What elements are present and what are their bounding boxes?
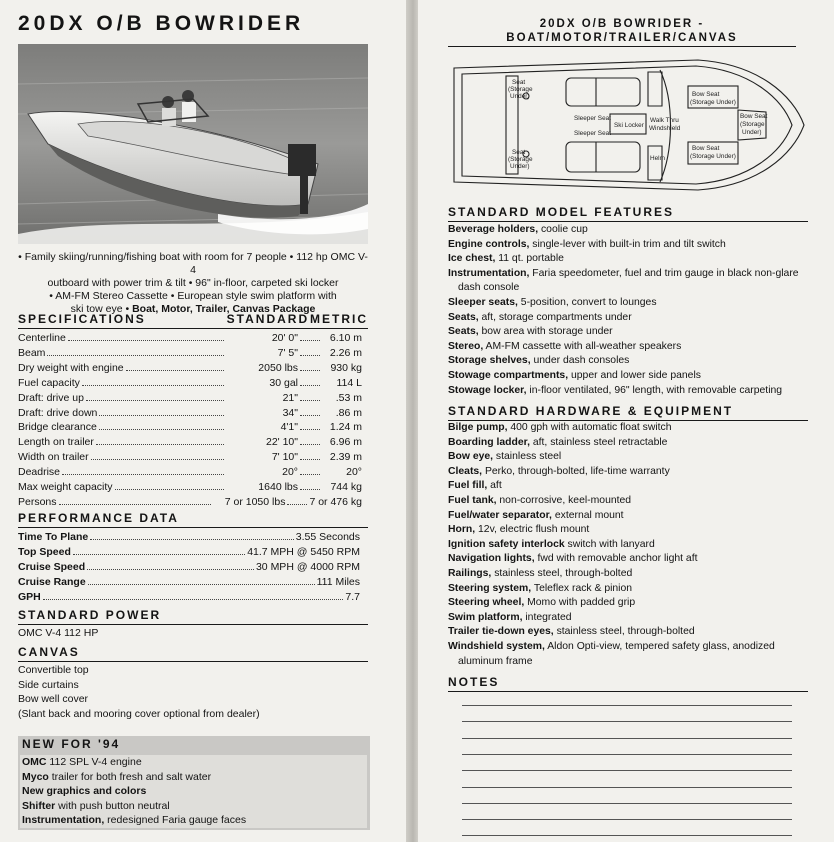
section-title: CANVAS <box>18 645 80 659</box>
spec-row <box>18 405 362 419</box>
performance-row <box>18 544 360 558</box>
hardware-item <box>448 596 775 611</box>
spec-label: Centerline <box>18 332 66 344</box>
plan-title-line: 20DX O/B BOWRIDER - <box>539 18 705 30</box>
leader-dots <box>300 355 320 356</box>
hardware-item-bold: Fuel/water separator, <box>448 509 552 521</box>
boat-photo-image <box>18 44 368 244</box>
spec-metric-value: 2.39 m <box>329 451 362 464</box>
hardware-item-text: integrated <box>522 611 572 623</box>
sleeper-seat-bottom <box>566 142 640 172</box>
hardware-item-text: 12v, electric flush mount <box>475 524 590 536</box>
hardware-item <box>448 640 775 655</box>
feature-item-bold: Engine controls, <box>448 238 530 250</box>
performance-label: Top Speed <box>18 545 71 558</box>
canvas-item: (Slant back and mooring cover optional from dealer) <box>18 707 260 720</box>
spec-metric-value: 20° <box>346 466 362 479</box>
plan-label: (Storage <box>508 156 533 163</box>
hardware-item <box>448 582 775 597</box>
hardware-item-bold: Fuel tank, <box>448 494 497 506</box>
plan-label: Ski Locker <box>614 122 644 129</box>
plan-label: Sleeper Seat <box>574 115 611 122</box>
feature-item-text: Faria speedometer, fuel and trim gauge in black non-glare <box>529 267 799 279</box>
hardware-item <box>448 465 775 480</box>
spec-metric-value: .86 m <box>335 406 362 419</box>
feature-item-bold: Stereo, <box>448 340 484 352</box>
new-item-bold: Myco <box>22 770 49 783</box>
performance-value: 111 Miles <box>316 575 360 588</box>
spec-standard-value: 7 or 1050 lbs <box>224 495 286 508</box>
hardware-item-text: aft <box>487 480 502 492</box>
leader-dots <box>300 415 320 416</box>
leader-dots <box>287 504 307 505</box>
hardware-item-text: 400 gph with automatic float switch <box>507 422 672 433</box>
spec-metric-value: 7 or 476 kg <box>309 495 362 508</box>
hardware-item-bold: Bow eye, <box>448 451 494 463</box>
leader-dots <box>99 415 224 416</box>
spec-label: Max weight capacity <box>18 481 113 493</box>
package-name: Boat, Motor, Trailer, Canvas Package <box>132 303 316 315</box>
spec-metric-value: 6.10 m <box>329 332 362 344</box>
new-for-94-box <box>18 736 370 830</box>
spec-row <box>18 494 362 508</box>
spec-label: Fuel capacity <box>18 376 80 389</box>
section-title: STANDARD POWER <box>18 608 162 622</box>
boat-deck-plan <box>448 50 810 200</box>
leader-dots <box>86 400 224 401</box>
spec-row <box>18 330 362 344</box>
feature-item <box>448 267 799 282</box>
leader-dots <box>99 429 224 430</box>
performance-row <box>18 529 360 543</box>
hardware-item <box>448 567 775 582</box>
intro-description <box>18 251 368 316</box>
feature-item <box>448 354 799 369</box>
feature-item-bold: Stowage locker, <box>448 384 527 396</box>
plan-label: Walk Thru <box>650 117 679 124</box>
performance-row <box>18 559 360 573</box>
spec-standard-value: 34" <box>282 406 298 419</box>
features-heading <box>448 205 808 222</box>
leader-dots <box>300 489 320 490</box>
section-title: PERFORMANCE DATA <box>18 511 179 525</box>
hardware-item-bold: Navigation lights, <box>448 553 535 565</box>
hardware-item-text: aft, stainless steel retractable <box>529 436 668 448</box>
performance-label: Cruise Speed <box>18 560 86 573</box>
canvas-list <box>18 663 260 721</box>
feature-item <box>448 252 799 267</box>
hardware-item-bold: Ignition safety interlock <box>448 538 565 550</box>
hardware-item-text: switch with lanyard <box>564 538 655 550</box>
new-item-text: redesigned Faria gauge faces <box>104 814 247 827</box>
hardware-item <box>448 611 775 626</box>
performance-row <box>18 589 360 603</box>
notes-line <box>462 705 792 706</box>
spec-row <box>18 375 362 389</box>
hardware-item <box>448 552 775 567</box>
feature-item-bold: Instrumentation, <box>448 267 530 279</box>
spec-row <box>18 434 362 448</box>
spec-row <box>18 360 362 374</box>
feature-item-text: dash console <box>458 282 520 294</box>
console-top <box>648 72 662 106</box>
hardware-item <box>448 436 775 451</box>
new-item-text: trailer for both fresh and salt water <box>48 770 212 783</box>
plan-title-line: BOAT/MOTOR/TRAILER/CANVAS <box>448 31 796 47</box>
notes-line <box>462 770 792 771</box>
hardware-item-text: aluminum frame <box>458 655 533 667</box>
hardware-item-bold: Fuel fill, <box>448 480 488 492</box>
hardware-item-text: external mount <box>551 509 624 521</box>
feature-item-text: aft, storage compartments under <box>478 311 632 323</box>
spec-label: Bridge clearance <box>18 421 97 434</box>
page-title: 20DX O/B BOWRIDER <box>18 12 305 35</box>
performance-label: Time To Plane <box>18 531 89 543</box>
feature-item-text: under dash consoles <box>530 355 630 367</box>
feature-item-bold: Seats, <box>448 311 479 323</box>
plan-label: Helm <box>650 155 665 162</box>
spec-metric-value: 744 kg <box>330 481 362 493</box>
hardware-item <box>448 479 775 494</box>
feature-item <box>448 340 799 355</box>
sleeper-seat-top <box>566 78 640 106</box>
feature-item-text: upper and lower side panels <box>568 369 701 381</box>
performance-value: 30 MPH @ 4000 RPM <box>255 560 360 573</box>
spec-metric-value: 2.26 m <box>329 346 362 359</box>
plan-label: Under) <box>510 93 530 100</box>
spec-row <box>18 479 362 493</box>
section-title: STANDARD HARDWARE & EQUIPMENT <box>448 404 734 418</box>
new-item <box>22 799 367 814</box>
leader-dots <box>300 429 320 430</box>
plan-label: Bow Seat <box>692 145 720 152</box>
leader-dots <box>300 474 320 475</box>
feature-item <box>448 296 799 311</box>
plan-label: Sleeper Seat <box>574 130 611 137</box>
spec-standard-value: 22' 10" <box>265 436 298 449</box>
spec-standard-value: 1640 lbs <box>258 481 298 493</box>
notes-line <box>462 819 792 820</box>
hardware-heading <box>448 404 808 421</box>
performance-heading <box>18 511 368 528</box>
hardware-item-bold: Horn, <box>448 524 476 536</box>
spec-label: Persons <box>18 495 57 508</box>
leader-dots <box>115 489 224 490</box>
spec-label: Draft: drive up <box>18 391 84 404</box>
spec-row <box>18 464 362 478</box>
feature-item <box>448 384 799 399</box>
spec-row <box>18 419 362 433</box>
leader-dots <box>87 569 254 570</box>
hardware-item-bold: Trailer tie-down eyes, <box>448 626 554 638</box>
feature-item-text: AM-FM cassette with all-weather speakers <box>483 340 682 352</box>
spec-metric-value: 6.96 m <box>329 436 362 449</box>
leader-dots <box>90 539 294 540</box>
spec-label: Dry weight with engine <box>18 361 124 374</box>
hardware-item <box>448 538 775 553</box>
spec-row <box>18 390 362 404</box>
section-title: SPECIFICATIONS <box>18 312 146 326</box>
plan-label: Seat <box>512 79 526 86</box>
leader-dots <box>43 599 344 600</box>
hardware-item <box>448 523 775 538</box>
spec-metric-value: 930 kg <box>330 361 362 374</box>
leader-dots <box>68 340 224 341</box>
hardware-item-bold: Steering system, <box>448 582 532 594</box>
leader-dots <box>126 370 224 371</box>
leader-dots <box>300 340 320 341</box>
hardware-item <box>448 421 775 436</box>
feature-item-text: in-floor ventilated, 96" length, with removable carpeting <box>526 384 783 396</box>
spec-standard-value: 20° <box>282 466 298 479</box>
performance-value: 7.7 <box>345 590 360 603</box>
left-page <box>0 0 408 842</box>
hardware-item-bold: Cleats, <box>448 465 483 477</box>
hardware-item-bold: Railings, <box>448 567 492 579</box>
hardware-item-text: non-corrosive, keel-mounted <box>496 494 632 506</box>
leader-dots <box>300 370 320 371</box>
leader-dots <box>300 385 320 386</box>
column-metric: METRIC <box>310 312 368 326</box>
spec-standard-value: 30 gal <box>269 376 298 389</box>
hardware-item-text: Aldon Opti-view, tempered safety glass, anodized <box>544 640 775 652</box>
hardware-item-bold: Bilge pump, <box>448 422 508 433</box>
section-title: NOTES <box>448 675 500 689</box>
hardware-item <box>448 494 775 509</box>
feature-item-bold: Beverage holders, <box>448 224 539 235</box>
spec-metric-value: 114 L <box>336 376 362 389</box>
hardware-item <box>448 509 775 524</box>
canvas-heading <box>18 645 368 662</box>
notes-line <box>462 721 792 722</box>
section-title: STANDARD MODEL FEATURES <box>448 205 674 219</box>
feature-item-bold: Ice chest, <box>448 253 496 265</box>
hardware-item-text: fwd with removable anchor light aft <box>534 553 698 565</box>
boat-photo <box>18 44 368 244</box>
notes-line <box>462 738 792 739</box>
plan-label: (Storage <box>508 86 533 93</box>
new-item <box>22 770 367 785</box>
feature-item-bold: Storage shelves, <box>448 355 531 367</box>
performance-value: 3.55 Seconds <box>295 531 360 543</box>
new-item <box>22 755 367 770</box>
hardware-item <box>448 655 775 670</box>
plan-label: Under) <box>742 129 762 136</box>
feature-item <box>448 223 799 238</box>
leader-dots <box>91 459 224 460</box>
column-standard: STANDARD <box>226 312 310 326</box>
specifications-heading <box>18 312 368 329</box>
feature-item-text: 11 qt. portable <box>495 253 564 265</box>
spec-row <box>18 345 362 359</box>
hardware-item-bold: Swim platform, <box>448 611 523 623</box>
features-list <box>448 223 799 398</box>
feature-item-text: 5-position, convert to lounges <box>517 296 657 308</box>
plan-label: Windshield <box>649 125 681 132</box>
plan-label: (Storage Under) <box>690 153 736 160</box>
plan-label: Under) <box>510 163 530 170</box>
performance-row <box>18 574 360 588</box>
intro-text: ski tow eye • <box>70 303 130 315</box>
performance-label: Cruise Range <box>18 575 86 588</box>
leader-dots <box>59 504 212 505</box>
leader-dots <box>300 444 320 445</box>
feature-item <box>448 369 799 384</box>
spec-standard-value: 2050 lbs <box>258 361 298 374</box>
plan-label: (Storage Under) <box>690 99 736 106</box>
spec-standard-value: 7' 5" <box>277 346 298 359</box>
spec-standard-value: 20' 0" <box>271 332 298 344</box>
notes-heading <box>448 675 808 692</box>
hardware-item-bold: Steering wheel, <box>448 597 525 609</box>
hardware-item-bold: Windshield system, <box>448 640 545 652</box>
feature-item <box>448 325 799 340</box>
performance-value: 41.7 MPH @ 5450 RPM <box>247 545 360 558</box>
canvas-item: Convertible top <box>18 664 89 676</box>
hardware-item-text: stainless steel <box>493 451 562 463</box>
feature-item-bold: Stowage compartments, <box>448 369 569 381</box>
feature-item-text: coolie cup <box>538 224 588 235</box>
hardware-list <box>448 421 775 669</box>
notes-line <box>462 754 792 755</box>
feature-item-text: single-lever with built-in trim and tilt switch <box>529 238 726 250</box>
plan-label: Seat <box>512 149 526 156</box>
hardware-item-bold: Boarding ladder, <box>448 436 530 448</box>
new-item <box>22 813 367 828</box>
plan-label: (Storage <box>740 121 765 128</box>
plan-label: Bow Seat <box>740 113 768 120</box>
hardware-item <box>448 625 775 640</box>
new-item-bold: Instrumentation, <box>22 814 105 827</box>
spec-label: Deadrise <box>18 466 61 479</box>
feature-item <box>448 238 799 253</box>
spec-label: Width on trailer <box>18 451 89 464</box>
right-page <box>418 0 834 842</box>
leader-dots <box>300 400 320 401</box>
console-bottom <box>648 146 662 180</box>
intro-line: outboard with power trim & tilt • 96" in-floor, carpeted ski locker <box>47 277 339 289</box>
spec-standard-value: 21" <box>282 391 298 404</box>
leader-dots <box>96 444 224 445</box>
spec-metric-value: 1.24 m <box>329 421 362 434</box>
section-title: NEW FOR '94 <box>22 737 121 751</box>
new-item-bold: OMC <box>22 756 47 768</box>
leader-dots <box>47 355 224 356</box>
leader-dots <box>73 554 245 555</box>
notes-line <box>462 835 792 836</box>
canvas-item: Bow well cover <box>18 693 89 706</box>
canvas-item: Side curtains <box>18 678 79 691</box>
plan-label: Bow Seat <box>692 91 720 98</box>
plan-title <box>448 17 796 47</box>
standard-power-heading <box>18 608 368 625</box>
leader-dots <box>82 385 224 386</box>
new-item <box>22 784 367 799</box>
feature-item-bold: Seats, <box>448 326 479 338</box>
spec-label: Draft: drive down <box>18 406 98 419</box>
leader-dots <box>300 459 320 460</box>
feature-item-bold: Sleeper seats, <box>448 296 518 308</box>
spec-standard-value: 4'1" <box>280 421 298 434</box>
spec-label: Beam <box>18 346 46 359</box>
hardware-item <box>448 450 775 465</box>
leader-dots <box>62 474 224 475</box>
performance-label: GPH <box>18 590 41 603</box>
hardware-item-text: stainless steel, through-bolted <box>491 567 633 579</box>
hardware-item-text: Momo with padded grip <box>524 597 636 609</box>
hardware-item-text: Perko, through-bolted, life-time warranty <box>482 465 670 477</box>
feature-item <box>448 311 799 326</box>
intro-line: • Family skiing/running/fishing boat with room for 7 people • 112 hp OMC V-4 <box>18 251 368 276</box>
intro-line: • AM-FM Stereo Cassette • European style swim platform with <box>49 290 337 302</box>
new-item-text: with push button neutral <box>55 799 170 812</box>
new-item-text: 112 SPL V-4 engine <box>46 756 142 768</box>
new-item-bold: New graphics and colors <box>22 785 147 798</box>
notes-line <box>462 803 792 804</box>
spec-metric-value: .53 m <box>335 391 362 404</box>
feature-item <box>448 281 799 296</box>
standard-power-text: OMC V-4 112 HP <box>18 627 99 639</box>
notes-line <box>462 787 792 788</box>
leader-dots <box>88 584 315 585</box>
feature-item-text: bow area with storage under <box>478 326 613 338</box>
new-item-bold: Shifter <box>22 799 56 812</box>
hardware-item-text: Teleflex rack & pinion <box>531 582 633 594</box>
hardware-item-text: stainless steel, through-bolted <box>553 626 695 638</box>
spec-row <box>18 449 362 463</box>
new-for-94-list <box>20 755 367 828</box>
spec-standard-value: 7' 10" <box>271 451 298 464</box>
spec-label: Length on trailer <box>18 436 94 449</box>
